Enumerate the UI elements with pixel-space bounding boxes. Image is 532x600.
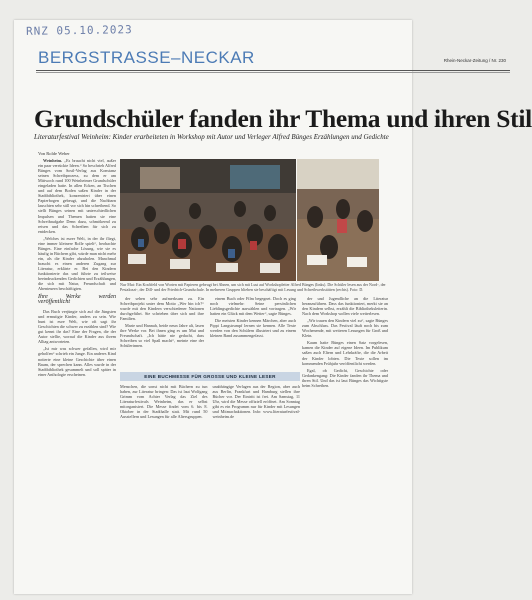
- workshop-photo-second: [297, 159, 379, 281]
- workshop-photo-second-image: [297, 159, 379, 281]
- info-box-columns: [120, 384, 300, 419]
- body-paragraph: „Ist mir was schwer gefallen, wird mir geholfen“ schrieb ein Junge. Ein anderes Kind notierte eine kleine Geschichte über einen Baum, der sprechen kann. Alles wurde in der Stadtbibliothek gesammelt und soll später in einer Anthologie erscheinen.: [38, 346, 116, 377]
- body-paragraph: Egal, ob Gedicht, Geschichte oder Gedankengang: Die Kinder fanden ihr Thema und ihren Stil. Und das ist laut Bünges das Wichtigste beim Schreiben.: [302, 367, 388, 388]
- body-paragraph: Kaum hatte Bünges einen Satz vorgelesen, kamen die Kinder auf eigene Ideen. Im Publikum saßen auch Eltern und Lehrkräfte, die die Arbeit der Kinder lobten. Die Texte sollen im kommenden Frühjahr veröffentlicht werden.: [302, 340, 388, 366]
- body-paragraph: Das Buch verjüngte sich auf die Jüngsten und ermutigte Kinder, anders zu sein. Wie bunt ist eure Welt, wie oft sagt ihr Geschichten die schwer zu erzählen sind? Wie gut kennt ihr das? Eine der Fragen, die der Autor stellte, worauf die Kinder aus ihrem Alltag antworteten.: [38, 309, 116, 345]
- body-paragraph: der sehen sehr aufmerksam zu. Ein Schreibprojekt unter dem Motto „Wer bin ich?“ wurde mit den Kindern verschiedener Nationen durchgeführt. Sie schrieben über sich und ihre Familien.: [120, 296, 204, 322]
- photo-caption: Nur Mut: Ein Kraftfeld von Worten mit Papieren gebeugt bei Ahnen, um sich mit Lust auf Workshopleiter Alfred Bünges (links). Die Schüler lesen aus der Nord-, der Pestalozzi-, der Dill- und der Friedrich-Grundschule. In mehreren Gruppen blieben sie beschäftigt mit Lesung und Schreibwerkstätten (rechts). Foto: D.: [120, 282, 386, 292]
- body-paragraph: der und Jugendliche an die Literatur heranzuführen. Dass das funktioniert, merkt sie an den Kindern selbst, erzählt die Bibliotheksleiterin. Nach dem Workshop wollen viele weiterlesen.: [302, 296, 388, 317]
- info-box-column: unabhängige Verlagen aus der Region, aber auch aus Berlin, Frankfurt und Hamburg stellen ihre Bücher vor. Der Eintritt ist frei. Am Samstag, 11 Uhr, wird die Messe offiziell eröffnet. Am Sonntag gibt es ein Programm nur für Kinder mit Lesungen und Mitmachaktionen. Info: www.literaturfestival-weinheim.de: [212, 384, 300, 420]
- inline-subtitle: Ihre Werke werden veröffentlicht: [38, 294, 116, 306]
- lead-column: [38, 158, 116, 293]
- body-paragraph: „Wir trauen den Kindern viel zu“, sagte Bünges zum Abschluss. Das Festival läuft noch bis zum Wochenende, mit weiteren Lesungen für Groß und Klein.: [302, 318, 388, 339]
- date-stamp: RNZ 05.10.2023: [25, 23, 133, 38]
- second-column: [38, 290, 116, 379]
- dateline: Weinheim.: [43, 158, 63, 163]
- header-rule: [36, 70, 510, 71]
- lead-paragraph: [38, 158, 116, 234]
- right-column-b: [302, 296, 388, 390]
- lead-text: „Es braucht nicht viel, außer ein paar verrückte Ideen.“ So beschrieb Alfred Bünges vom Sostl-Verlag aus Konstanz seinen Schreibprozess, zu dem er am Mittwoch rund 100 Weinheimer Grundschüler eingeladen hatte. In allen Ecken, an Tischen und auf dem Boden saßen Kinder in der Stadtbibliothek, konzentriert über einen Papierbogen gebeugt, und die Nachbarn lauschten sehr still vor sich hin schreibend. So stellt Bünges seinen mit unterschiedlichen Impulsen und Themen hatten sie eine Schreibaufgabe Denn dazu, schmökernd zu reisen und das Schreiben für sich zu entdecken.: [38, 158, 117, 234]
- header-rule-thin: [36, 72, 510, 73]
- info-box-heading: EINE BUCHMESSE FÜR GROSSE UND KLEINE LESER: [120, 372, 300, 381]
- info-box-column: Menschen, die sonst nicht mit Büchern zu tun haben, zur Literatur bringen: Das ist laut Wolfgang Grimm vom Achter Verlag das Ziel des Literaturfestivals Weinheim, das er selbst mitorganisiert. Die Messe findet vom 6. bis 8. Oktober in der Stadthalle statt. Mit rund 50 Ausstellern und Lesungen für alle Altersgruppen.: [120, 384, 208, 420]
- section-title: BERGSTRASSE–NECKAR: [38, 48, 255, 67]
- publication-info: Rhein-Neckar-Zeitung / Nr. 230: [443, 58, 506, 63]
- body-paragraph: einem Buch oder Film begegnet. Doch es ging noch vielmehr: Seine persönlichen Lieblingsgedichte auswählen und vortragen. „Wir hatten ein Glück mit dem Wetter“, sagte Bünges.: [210, 296, 296, 317]
- info-box: [120, 372, 300, 468]
- middle-column: [120, 296, 204, 350]
- subheadline: Literaturfestival Weinheim: Kinder erarbeiteten in Workshop mit Autor und Verleger Alfred Bünges Erzählungen und Gedichte: [34, 133, 389, 141]
- body-paragraph: Die meisten Kinder kennen Märchen, aber auch Pippi Langstrumpf lernen sie kennen. Alle Texte werden von den Schülern illustriert und zu einem kleinen Band zusammengefasst.: [210, 318, 296, 339]
- headline: Grundschüler fanden ihr Thema und ihren Stil: [34, 104, 532, 133]
- body-paragraph: Marie und Hannah, beide neun Jahre alt, lasen ihre Werke vor. Bei ihnen ging es um Mut und Freundschaft. „Ich hätte nie gedacht, dass Schreiben so viel Spaß macht“, meinte eine der Schülerinnen.: [120, 323, 204, 349]
- right-column-a: [210, 296, 296, 340]
- author-line: Von Rolde Weber: [38, 151, 70, 156]
- workshop-photo-image: [120, 159, 296, 281]
- lead-text: „Welches ist eurer Welt, in der ihr fliegt, eine immer kleinere Rolle spielt“, beobachte Bünges. Eine einfache Lösung, wie sie es häufig in Büchern gibt, würde man nicht mehr ein, als die Kinder abzuholen. Manchmal braucht es einen anderen Zugang zur Literatur, erklärte er. Bei den Kindern funktionierte das und führte zu teilweise beeindruckenden Gedichten und Erzählungen, die sich mit Natur, Freundschaft und Abenteuern beschäftigten.: [38, 235, 116, 292]
- workshop-photo: [120, 159, 296, 281]
- lead-paragraph: [38, 236, 116, 292]
